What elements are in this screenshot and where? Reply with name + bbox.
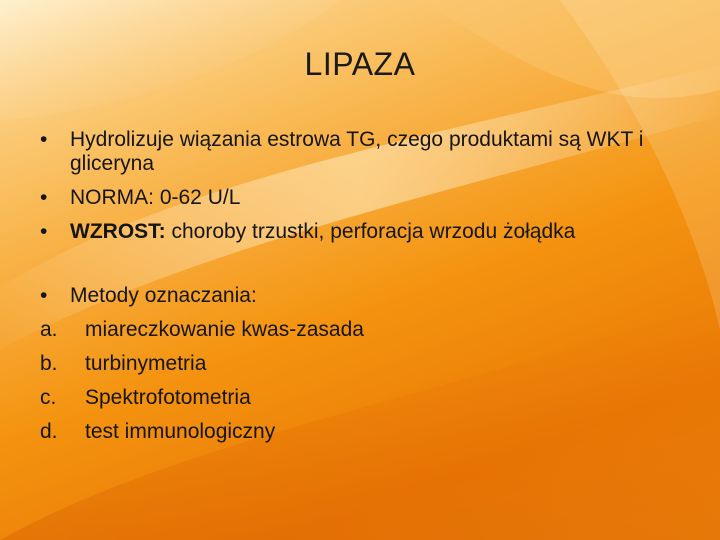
method-text: turbinymetria bbox=[85, 352, 207, 375]
method-marker: b. bbox=[40, 352, 58, 375]
method-text: Spektrofotometria bbox=[85, 386, 251, 409]
spacer bbox=[40, 254, 680, 284]
method-item bbox=[40, 386, 680, 410]
methods-heading bbox=[40, 284, 680, 308]
slide-title: LIPAZA bbox=[304, 46, 416, 82]
bullet-text: Hydrolizuje wiązania estrowa TG, czego produktami są WKT i gliceryna bbox=[70, 128, 644, 175]
methods-heading-text: Metody oznaczania: bbox=[70, 284, 257, 307]
bullet-text: NORMA: 0-62 U/L bbox=[70, 186, 241, 209]
method-item bbox=[40, 352, 680, 376]
method-marker: d. bbox=[40, 420, 58, 443]
bullet-text: choroby trzustki, perforacja wrzodu żołądka bbox=[165, 220, 576, 243]
method-text: miareczkowanie kwas-zasada bbox=[85, 318, 364, 341]
bullet-item bbox=[40, 220, 680, 244]
method-text: test immunologiczny bbox=[85, 420, 276, 443]
method-marker: c. bbox=[40, 386, 57, 409]
bullet-bold-label: WZROST: bbox=[70, 220, 166, 243]
slide-content bbox=[40, 128, 680, 454]
bullet-marker: • bbox=[40, 220, 48, 243]
bullet-marker: • bbox=[40, 186, 48, 209]
method-item bbox=[40, 318, 680, 342]
bullet-item bbox=[40, 128, 680, 176]
method-marker: a. bbox=[40, 318, 58, 341]
bullet-marker: • bbox=[40, 128, 48, 151]
bullet-item bbox=[40, 186, 680, 210]
method-item bbox=[40, 420, 680, 444]
bullet-marker: • bbox=[40, 284, 48, 307]
